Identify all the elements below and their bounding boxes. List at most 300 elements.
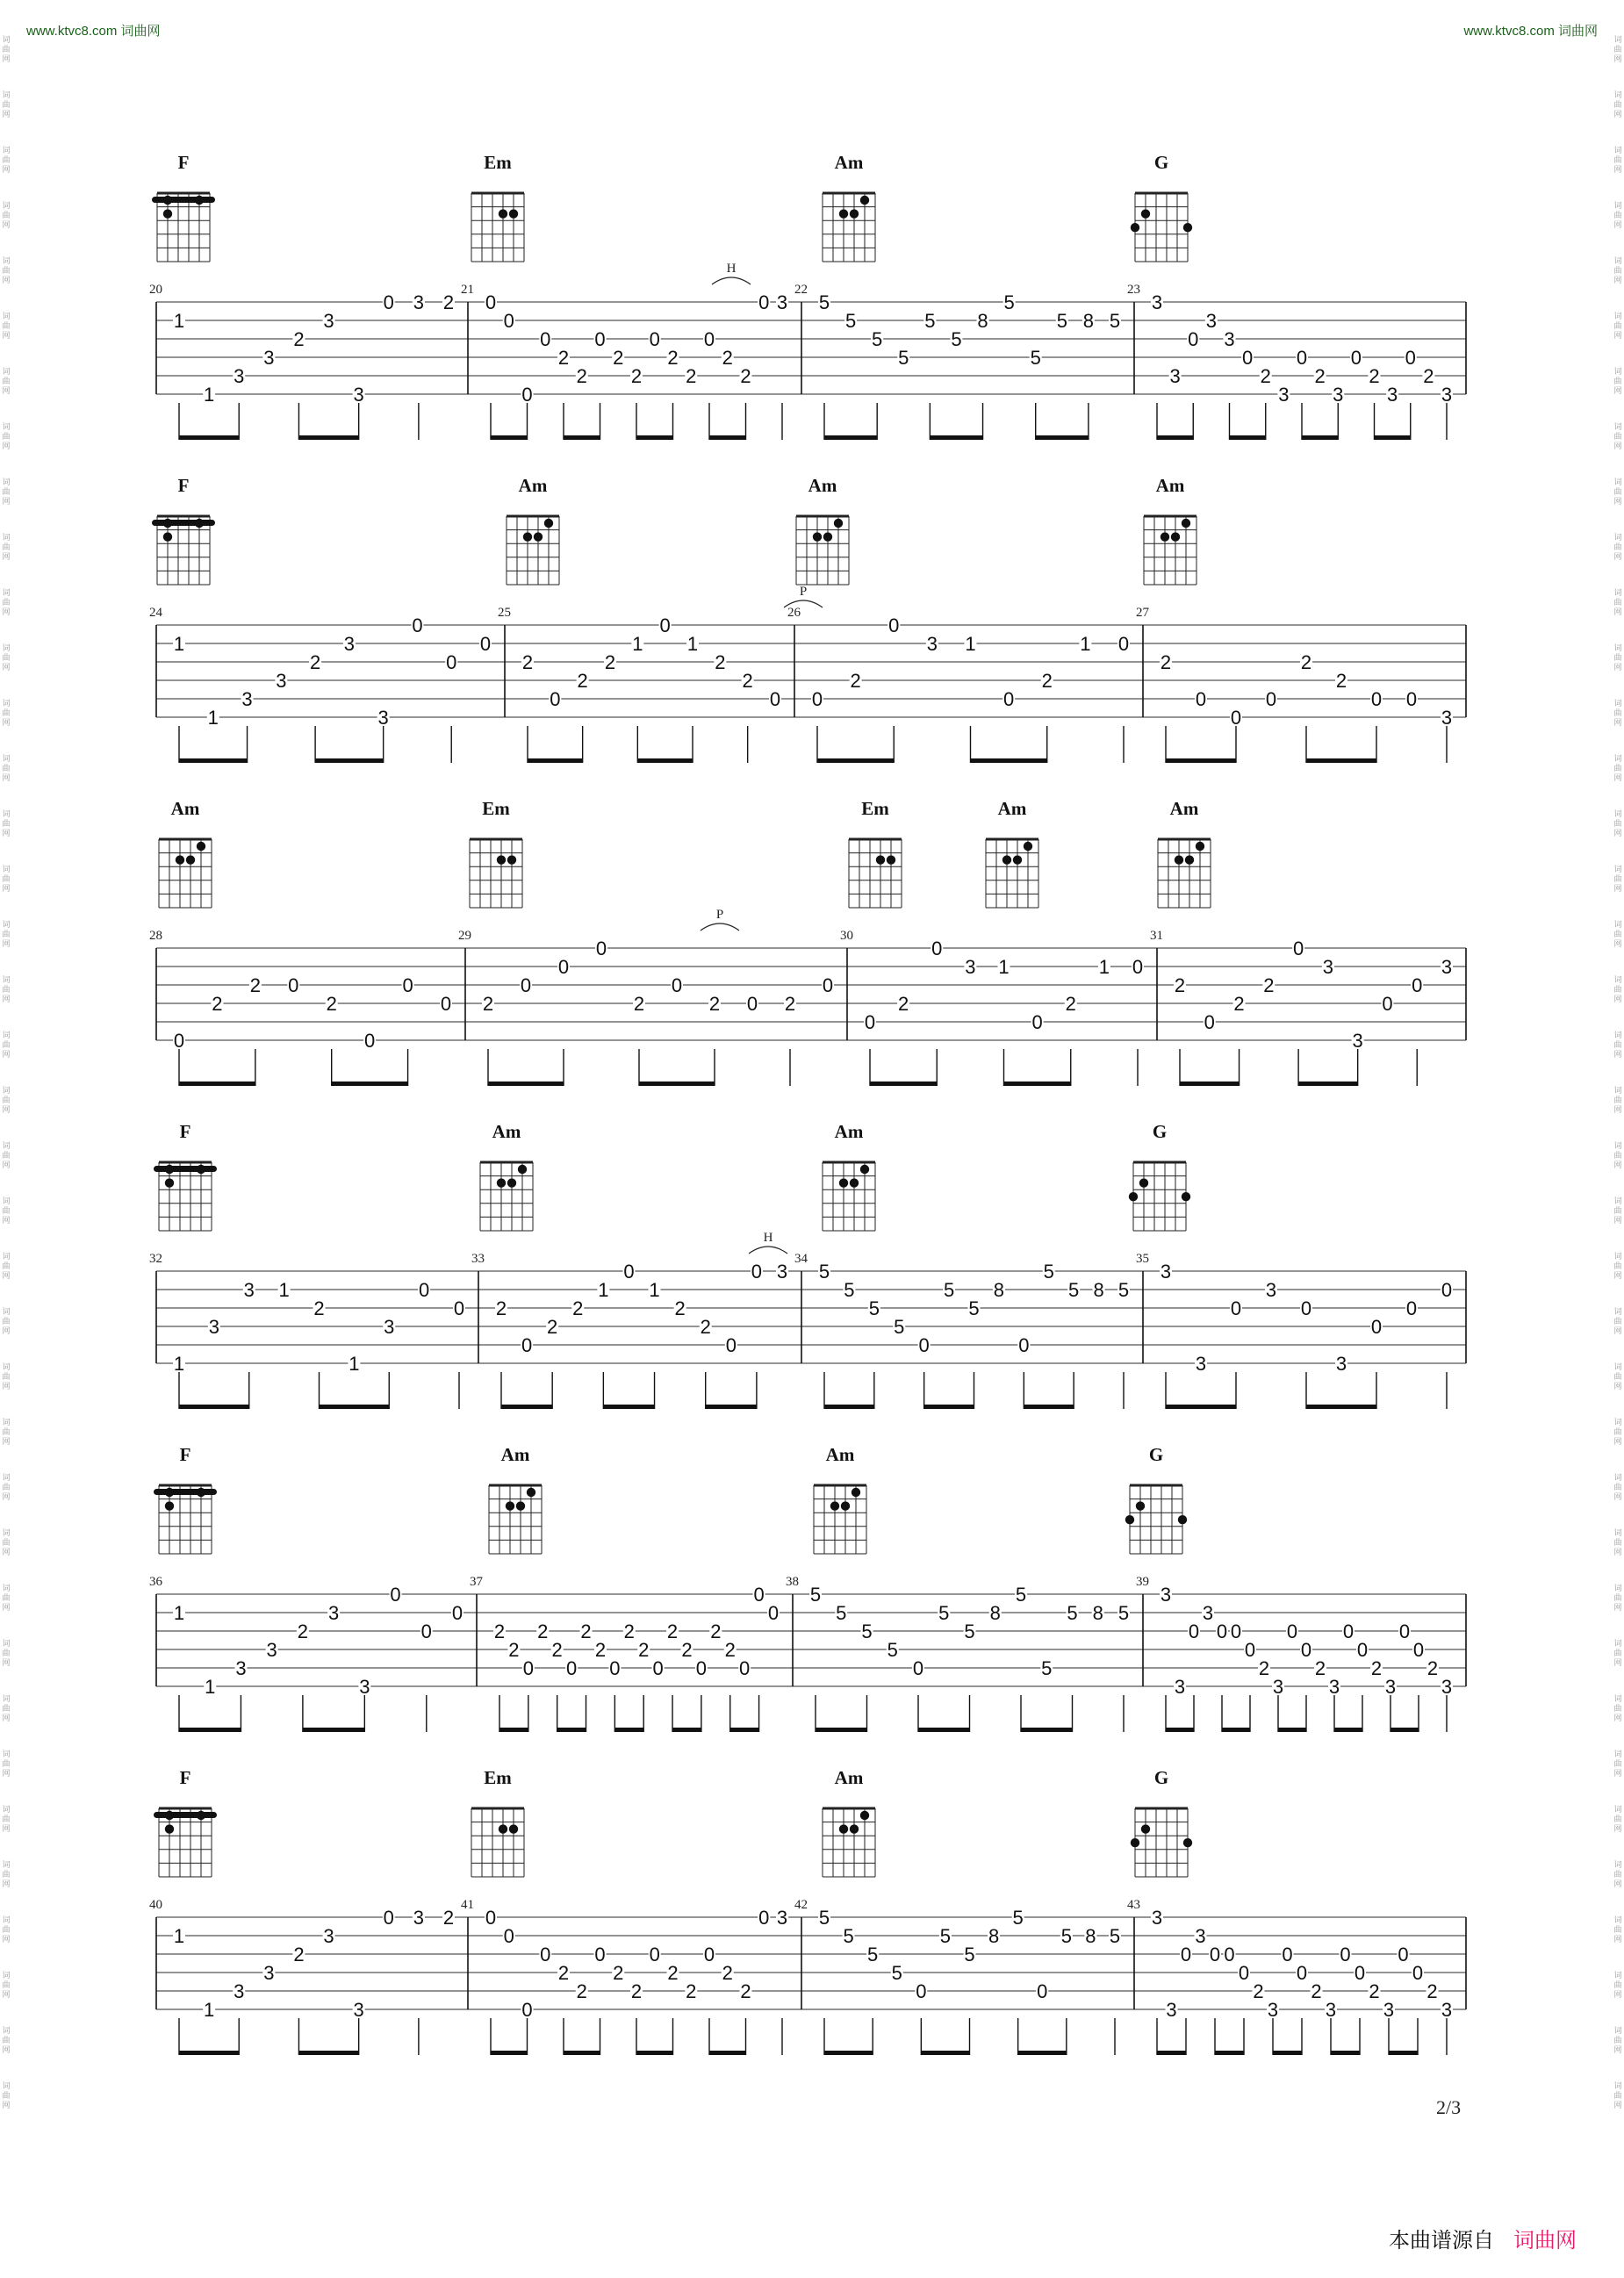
measure-number: 35 xyxy=(1136,1252,1149,1266)
tab-fret-number: 0 xyxy=(1350,347,1362,369)
sidebar-watermark-text: 词曲网 xyxy=(1613,920,1622,948)
sidebar-watermark-text: 词曲网 xyxy=(2,201,11,229)
sidebar-watermark-text: 词曲网 xyxy=(2,256,11,284)
note-beam xyxy=(528,758,583,763)
chord-finger-dot xyxy=(165,1501,174,1510)
tab-fret-number: 0 xyxy=(695,1657,708,1679)
note-beam xyxy=(298,2051,358,2055)
chord-finger-dot xyxy=(839,1824,848,1833)
sidebar-watermark-text: 词曲网 xyxy=(1613,1584,1622,1612)
tab-fret-number: 5 xyxy=(868,1297,880,1319)
tab-fret-number: 2 xyxy=(1300,651,1312,673)
sidebar-watermark-text: 词曲网 xyxy=(1613,1805,1622,1833)
measure-number: 30 xyxy=(840,929,853,943)
tab-fret-number: 0 xyxy=(383,1907,394,1929)
measure-number: 38 xyxy=(786,1575,799,1589)
tab-fret-number: 3 xyxy=(1384,1676,1397,1698)
note-beam xyxy=(491,435,528,440)
tab-fret-number: 0 xyxy=(1370,688,1383,710)
chord-finger-dot xyxy=(823,532,832,541)
note-beam xyxy=(824,435,877,440)
tab-fret-number: 0 xyxy=(649,328,660,350)
measure-number: 28 xyxy=(149,929,162,943)
tab-fret-number: 2 xyxy=(700,1316,711,1338)
chord-finger-dot xyxy=(497,855,506,864)
tab-fret-number: 0 xyxy=(1265,688,1277,710)
tab-fret-number: 0 xyxy=(402,974,413,996)
tab-fret-number: 3 xyxy=(1151,1907,1163,1929)
chord-finger-dot xyxy=(506,1501,514,1510)
chord-finger-dot xyxy=(830,1501,839,1510)
tab-fret-number: 2 xyxy=(580,1620,592,1642)
note-beam xyxy=(298,435,358,440)
chord-finger-dot xyxy=(839,209,848,218)
note-beam xyxy=(971,758,1047,763)
technique-mark: H xyxy=(763,1231,773,1245)
sidebar-watermark-text: 词曲网 xyxy=(1613,865,1622,893)
note-beam xyxy=(179,435,239,440)
tab-fret-number: 3 xyxy=(776,291,788,313)
tab-fret-number: 5 xyxy=(891,1962,902,1984)
tab-fret-number: 0 xyxy=(485,291,497,313)
sidebar-watermark-text: 词曲网 xyxy=(2,975,11,1003)
tab-fret-number: 2 xyxy=(1314,365,1326,387)
chord-finger-dot xyxy=(834,519,843,528)
tab-fret-number: 0 xyxy=(1230,1620,1242,1642)
tab-fret-number: 3 xyxy=(1160,1261,1172,1283)
tab-fret-number: 5 xyxy=(1117,1602,1130,1624)
tab-fret-number: 1 xyxy=(998,956,1010,978)
tab-fret-number: 5 xyxy=(872,328,883,350)
tab-fret-number: 2 xyxy=(293,328,305,350)
measure-number: 34 xyxy=(794,1252,808,1266)
tab-fret-number: 0 xyxy=(1003,688,1015,710)
note-beam xyxy=(179,1082,255,1086)
tab-fret-number: 1 xyxy=(598,1279,609,1301)
sidebar-watermark-text: 词曲网 xyxy=(1613,256,1622,284)
tab-fret-number: 0 xyxy=(1412,974,1423,996)
tab-fret-number: 2 xyxy=(740,1980,751,2002)
tab-fret-number: 0 xyxy=(758,1907,770,1929)
note-beam xyxy=(1004,1082,1071,1086)
sidebar-watermark-text: 词曲网 xyxy=(1613,754,1622,782)
tab-fret-number: 0 xyxy=(746,993,758,1015)
tab-fret-number: 3 xyxy=(353,1999,364,2021)
sidebar-watermark-text: 词曲网 xyxy=(1613,1528,1622,1556)
chord-finger-dot xyxy=(1183,223,1192,232)
tab-fret-number: 2 xyxy=(722,347,733,369)
tab-fret-number: 2 xyxy=(742,670,753,692)
tab-fret-number: 3 xyxy=(1328,1676,1340,1698)
tab-fret-number: 0 xyxy=(1300,1297,1312,1319)
chord-finger-dot xyxy=(499,209,507,218)
sidebar-watermark-text: 词曲网 xyxy=(2,1031,11,1059)
measure-number: 25 xyxy=(498,606,511,620)
sidebar-watermark-text: 词曲网 xyxy=(2,1971,11,1999)
tab-fret-number: 0 xyxy=(1398,1944,1409,1965)
tab-fret-number: 2 xyxy=(1263,974,1275,996)
tab-fret-number: 1 xyxy=(1080,633,1091,655)
tab-fret-number: 3 xyxy=(323,310,334,332)
tab-fret-number: 3 xyxy=(1272,1676,1284,1698)
tab-fret-number: 0 xyxy=(822,974,834,996)
tab-fret-number: 3 xyxy=(384,1316,395,1338)
tab-fret-number: 3 xyxy=(1151,291,1163,313)
note-beam xyxy=(924,1405,974,1409)
note-beam xyxy=(614,1728,643,1732)
tab-fret-number: 0 xyxy=(1244,1639,1256,1661)
tab-fret-number: 2 xyxy=(495,1297,507,1319)
tab-fret-number: 2 xyxy=(313,1297,325,1319)
sidebar-watermark-text: 词曲网 xyxy=(1613,2026,1622,2054)
tab-fret-number: 3 xyxy=(1387,384,1398,406)
sidebar-watermark-text: 词曲网 xyxy=(1613,201,1622,229)
tab-fret-number: 2 xyxy=(572,1297,584,1319)
chord-finger-dot xyxy=(507,855,516,864)
tab-fret-number: 0 xyxy=(811,688,823,710)
measure-number: 36 xyxy=(149,1575,162,1589)
measure-number: 29 xyxy=(458,929,471,943)
measure-number: 21 xyxy=(461,283,474,297)
tab-fret-number: 0 xyxy=(1188,328,1199,350)
tab-fret-number: 3 xyxy=(1441,1676,1453,1698)
chord-name: Am xyxy=(808,475,837,496)
tab-fret-number: 8 xyxy=(988,1925,1000,1947)
note-beam xyxy=(870,1082,937,1086)
tab-fret-number: 3 xyxy=(1322,956,1334,978)
tab-fret-number: 3 xyxy=(1195,1925,1206,1947)
tab-fret-number: 2 xyxy=(667,347,679,369)
tab-fret-number: 5 xyxy=(1068,1279,1080,1301)
tab-fret-number: 0 xyxy=(1037,1980,1048,2002)
chord-finger-dot xyxy=(165,1178,174,1187)
chord-finger-dot xyxy=(1024,842,1032,851)
tab-fret-number: 0 xyxy=(769,688,781,710)
tab-fret-number: 3 xyxy=(1441,707,1453,729)
tab-fret-number: 2 xyxy=(521,651,534,673)
tab-fret-number: 5 xyxy=(1041,1657,1053,1679)
note-beam xyxy=(824,2051,873,2055)
tab-fret-number: 0 xyxy=(550,688,561,710)
tab-fret-number: 2 xyxy=(667,1962,679,1984)
tab-fret-number: 3 xyxy=(276,670,287,692)
tab-fret-number: 3 xyxy=(1325,1999,1337,2021)
chord-name: Am xyxy=(834,1121,864,1142)
tab-fret-number: 2 xyxy=(681,1639,693,1661)
tab-fret-number: 0 xyxy=(503,1925,514,1947)
tab-fret-number: 8 xyxy=(1093,1279,1104,1301)
sidebar-watermark-text: 词曲网 xyxy=(1613,643,1622,672)
sidebar-watermark-text: 词曲网 xyxy=(1613,1694,1622,1722)
tab-fret-number: 3 xyxy=(965,956,976,978)
tab-fret-number: 2 xyxy=(1311,1980,1322,2002)
measure-number: 31 xyxy=(1150,929,1163,943)
tab-fret-number: 2 xyxy=(577,670,588,692)
tab-fret-number: 0 xyxy=(623,1261,635,1283)
chord-finger-dot xyxy=(876,855,885,864)
note-beam xyxy=(637,758,693,763)
tab-fret-number: 3 xyxy=(208,1316,219,1338)
tab-fret-number: 2 xyxy=(724,1639,736,1661)
sidebar-watermark-text: 词曲网 xyxy=(2,478,11,506)
tab-fret-number: 3 xyxy=(1267,1999,1279,2021)
chord-finger-dot xyxy=(1185,855,1194,864)
tab-fret-number: 2 xyxy=(551,1639,563,1661)
tab-fret-number: 2 xyxy=(482,993,494,1015)
chord-finger-dot xyxy=(1131,223,1139,232)
tab-fret-number: 2 xyxy=(297,1620,309,1642)
tab-fret-number: 3 xyxy=(1278,384,1290,406)
note-beam xyxy=(1018,2051,1067,2055)
tab-fret-number: 0 xyxy=(1188,1620,1200,1642)
note-beam xyxy=(1157,435,1193,440)
sidebar-watermark-text: 词曲网 xyxy=(1613,367,1622,395)
tab-fret-number: 0 xyxy=(1282,1944,1293,1965)
sidebar-watermark-text: 词曲网 xyxy=(1613,146,1622,174)
tab-fret-number: 1 xyxy=(173,310,185,332)
sidebar-watermark-text: 词曲网 xyxy=(1613,1418,1622,1446)
chord-finger-dot xyxy=(1129,1192,1138,1201)
tab-fret-number: 3 xyxy=(327,1602,340,1624)
note-beam xyxy=(1166,1728,1194,1732)
chord-finger-dot xyxy=(1002,855,1011,864)
tab-fret-number: 0 xyxy=(1300,1639,1312,1661)
tab-fret-number: 2 xyxy=(898,993,909,1015)
tab-fret-number: 1 xyxy=(278,1279,290,1301)
chord-finger-dot xyxy=(1182,519,1190,528)
chord-finger-dot xyxy=(497,1178,506,1187)
tab-fret-number: 5 xyxy=(951,328,962,350)
chord-finger-dot xyxy=(1131,1838,1139,1847)
slur-arc xyxy=(701,923,739,931)
note-beam xyxy=(1157,2051,1186,2055)
tab-fret-number: 2 xyxy=(547,1316,558,1338)
tab-fret-number: 0 xyxy=(1117,633,1130,655)
tab-fret-number: 5 xyxy=(818,1907,830,1929)
tab-fret-number: 0 xyxy=(173,1030,185,1052)
tab-fret-number: 0 xyxy=(1018,1334,1030,1356)
note-beam xyxy=(636,2051,673,2055)
tab-fret-number: 0 xyxy=(522,1657,534,1679)
chord-finger-dot xyxy=(1175,855,1183,864)
tab-fret-number: 1 xyxy=(205,1676,216,1698)
tab-fret-number: 2 xyxy=(442,291,455,313)
sidebar-watermark-text: 词曲网 xyxy=(2,588,11,616)
sidebar-watermark-text: 词曲网 xyxy=(2,90,11,119)
tab-fret-number: 3 xyxy=(263,1962,275,1984)
tab-fret-number: 2 xyxy=(309,651,321,673)
technique-mark: H xyxy=(726,262,737,276)
chord-finger-dot xyxy=(509,209,518,218)
note-beam xyxy=(1389,2051,1418,2055)
note-beam xyxy=(636,435,673,440)
tab-fret-number: 5 xyxy=(1003,291,1015,313)
tab-fret-number: 0 xyxy=(521,384,533,406)
sidebar-watermark-text: 词曲网 xyxy=(2,643,11,672)
sidebar-watermark-text: 词曲网 xyxy=(2,422,11,450)
tab-fret-number: 0 xyxy=(703,328,715,350)
chord-name: F xyxy=(177,152,190,173)
tab-fret-number: 2 xyxy=(638,1639,650,1661)
measure-number: 22 xyxy=(794,283,808,297)
tab-fret-number: 2 xyxy=(686,365,697,387)
tab-fret-number: 2 xyxy=(1065,993,1076,1015)
note-beam xyxy=(1230,435,1266,440)
chord-name: Am xyxy=(1155,475,1185,496)
tab-fret-number: 0 xyxy=(918,1334,930,1356)
sidebar-watermark-text: 词曲网 xyxy=(1613,588,1622,616)
sidebar-watermark-text: 词曲网 xyxy=(1613,1086,1622,1114)
tab-fret-number: 2 xyxy=(1258,1657,1270,1679)
tab-fret-number: 5 xyxy=(836,1602,847,1624)
tab-fret-number: 0 xyxy=(916,1980,927,2002)
tab-fret-number: 3 xyxy=(343,633,356,655)
tab-fret-number: 2 xyxy=(557,347,570,369)
chord-barre xyxy=(154,1166,217,1172)
sidebar-watermark-text: 词曲网 xyxy=(2,1750,11,1778)
footer xyxy=(1389,2223,1577,2253)
tab-fret-number: 0 xyxy=(767,1602,780,1624)
tab-fret-number: 5 xyxy=(964,1620,975,1642)
tab-fret-number: 5 xyxy=(818,291,830,313)
tab-fret-number: 3 xyxy=(1202,1602,1214,1624)
sidebar-watermark-text: 词曲网 xyxy=(1613,1750,1622,1778)
note-beam xyxy=(730,1728,759,1732)
sidebar-watermark-text: 词曲网 xyxy=(2,865,11,893)
note-beam xyxy=(1331,2051,1360,2055)
tab-fret-number: 1 xyxy=(686,633,699,655)
tab-fret-number: 2 xyxy=(1314,1657,1326,1679)
tab-fret-number: 3 xyxy=(1265,1279,1277,1301)
measure-number: 40 xyxy=(149,1898,162,1912)
note-beam xyxy=(824,1405,874,1409)
tab-fret-number: 5 xyxy=(894,1316,905,1338)
sidebar-watermark-text: 词曲网 xyxy=(1613,1307,1622,1335)
note-beam xyxy=(1375,435,1411,440)
chord-name: Em xyxy=(482,798,510,819)
chord-finger-dot xyxy=(850,1824,859,1833)
chord-finger-dot xyxy=(523,532,532,541)
tab-fret-number: 5 xyxy=(898,347,909,369)
tab-fret-number: 0 xyxy=(888,614,900,636)
sidebar-watermark-text: 词曲网 xyxy=(1613,1141,1622,1169)
tab-fret-number: 0 xyxy=(420,1620,432,1642)
tab-fret-number: 5 xyxy=(809,1584,822,1606)
chord-finger-dot xyxy=(186,855,195,864)
tab-fret-number: 2 xyxy=(1233,993,1245,1015)
note-beam xyxy=(603,1405,654,1409)
tab-fret-number: 2 xyxy=(212,993,223,1015)
tab-fret-number: 5 xyxy=(818,1261,830,1283)
tab-fret-number: 0 xyxy=(1216,1620,1228,1642)
chord-finger-dot xyxy=(1171,532,1180,541)
tab-fret-number: 2 xyxy=(666,1620,679,1642)
chord-finger-dot xyxy=(841,1501,850,1510)
chord-finger-dot xyxy=(1125,1515,1134,1524)
note-beam xyxy=(499,1728,528,1732)
tab-fret-number: 2 xyxy=(686,1980,697,2002)
tab-fret-number: 0 xyxy=(383,291,394,313)
note-beam xyxy=(1222,1728,1250,1732)
tab-fret-number: 2 xyxy=(1423,365,1434,387)
tab-fret-number: 0 xyxy=(1296,1962,1308,1984)
tab-fret-number: 3 xyxy=(1333,384,1344,406)
tab-fret-number: 1 xyxy=(203,384,215,406)
tab-fret-number: 0 xyxy=(659,614,671,636)
tab-fret-number: 2 xyxy=(576,365,587,387)
tab-fret-number: 0 xyxy=(1370,1316,1383,1338)
tab-fret-number: 5 xyxy=(1012,1907,1024,1929)
tab-fret-number: 8 xyxy=(1092,1602,1103,1624)
chord-finger-dot xyxy=(1136,1501,1145,1510)
tab-fret-number: 2 xyxy=(1174,974,1186,996)
note-beam xyxy=(1215,2051,1244,2055)
tab-fret-number: 0 xyxy=(521,1334,533,1356)
tab-fret-number: 0 xyxy=(520,974,532,996)
tab-fret-number: 2 xyxy=(1253,1980,1264,2002)
tab-fret-number: 2 xyxy=(1426,1657,1439,1679)
tab-fret-number: 3 xyxy=(1441,956,1453,978)
sidebar-watermark-text: 词曲网 xyxy=(1613,1971,1622,1999)
tab-fret-number: 0 xyxy=(1296,347,1308,369)
note-beam xyxy=(1298,1082,1358,1086)
chord-name: G xyxy=(1148,1444,1164,1465)
sidebar-watermark-text: 词曲网 xyxy=(2,1196,11,1225)
tab-fret-number: 0 xyxy=(1230,1297,1242,1319)
chord-finger-dot xyxy=(860,196,869,205)
tab-fret-number: 0 xyxy=(288,974,299,996)
tab-fret-number: 3 xyxy=(1441,384,1453,406)
tab-fret-number: 0 xyxy=(390,1584,401,1606)
tab-fret-number: 1 xyxy=(173,633,185,655)
sidebar-watermark-text: 词曲网 xyxy=(2,1639,11,1667)
tab-fret-number: 1 xyxy=(349,1353,360,1375)
chord-finger-dot xyxy=(527,1488,535,1497)
note-beam xyxy=(488,1082,564,1086)
chord-finger-dot xyxy=(165,1824,174,1833)
tab-fret-number: 0 xyxy=(1412,1962,1424,1984)
sidebar-watermark-text: 词曲网 xyxy=(1613,422,1622,450)
sidebar-watermark-text: 词曲网 xyxy=(2,920,11,948)
tab-fret-number: 2 xyxy=(1260,365,1271,387)
tab-fret-number: 2 xyxy=(442,1907,455,1929)
tab-fret-number: 0 xyxy=(440,993,452,1015)
sidebar-watermark-text: 词曲网 xyxy=(2,1584,11,1612)
note-beam xyxy=(1166,1405,1236,1409)
measure-number: 24 xyxy=(149,606,162,620)
tab-fret-number: 2 xyxy=(613,1962,624,1984)
tab-fret-number: 2 xyxy=(708,993,721,1015)
tab-fret-number: 5 xyxy=(1060,1925,1072,1947)
chord-finger-dot xyxy=(1141,209,1150,218)
note-beam xyxy=(1306,758,1376,763)
tab-fret-number: 3 xyxy=(241,688,253,710)
tab-fret-number: 2 xyxy=(293,1944,305,1965)
tab-fret-number: 2 xyxy=(604,651,616,673)
note-beam xyxy=(179,1405,249,1409)
sidebar-watermark-text: 词曲网 xyxy=(2,1473,11,1501)
tab-fret-number: 0 xyxy=(565,1657,578,1679)
footer-source-label: 本曲谱源自 xyxy=(1389,2228,1494,2253)
tab-fret-number: 3 xyxy=(266,1639,277,1661)
chord-finger-dot xyxy=(197,842,205,851)
tab-fret-number: 3 xyxy=(323,1925,334,1947)
tab-fret-number: 2 xyxy=(710,1620,722,1642)
sidebar-watermark-text: 词曲网 xyxy=(1613,312,1622,340)
tab-fret-number: 0 xyxy=(1132,956,1144,978)
tab-fret-number: 5 xyxy=(844,1279,855,1301)
tab-fret-number: 2 xyxy=(1369,1980,1380,2002)
